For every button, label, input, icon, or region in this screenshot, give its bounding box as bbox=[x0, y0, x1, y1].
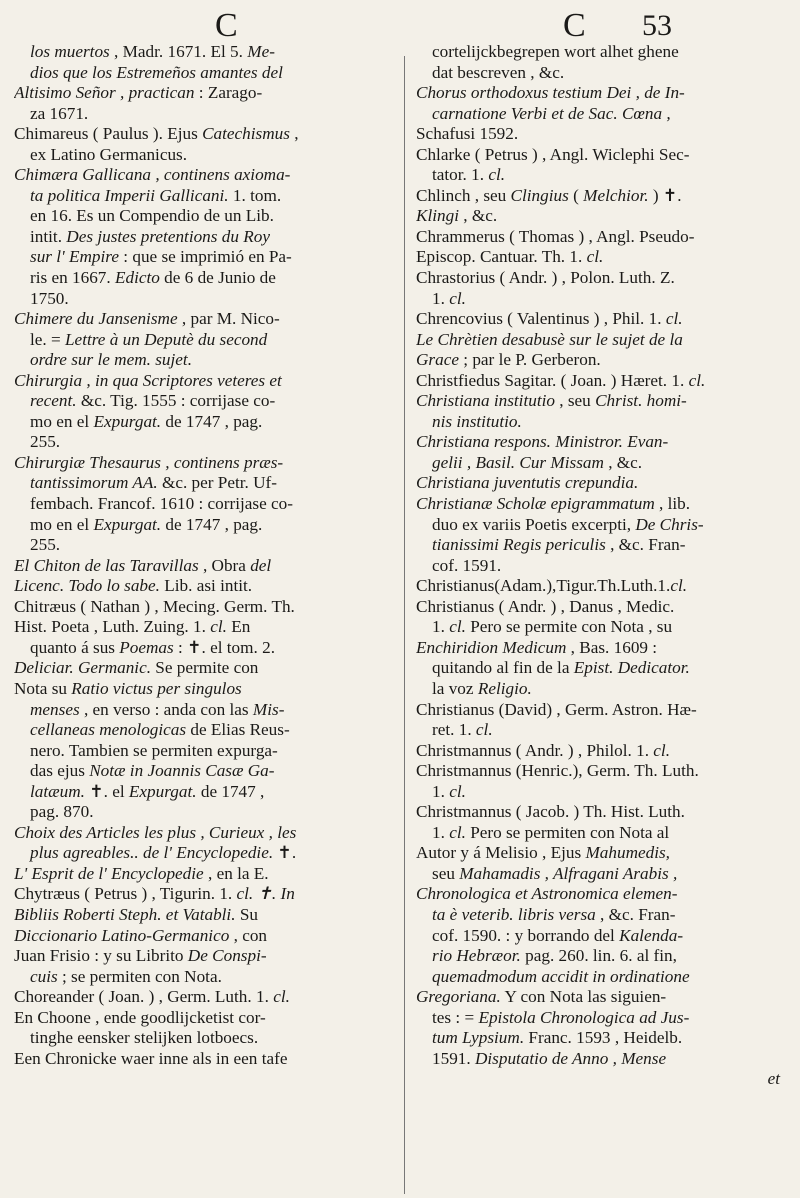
column-divider bbox=[404, 56, 405, 1194]
italic-run: Christiana juventutis crepundia. bbox=[416, 473, 639, 493]
text-run: , en verso : anda con las bbox=[79, 699, 253, 719]
text-line bbox=[416, 720, 784, 741]
text-line bbox=[416, 679, 784, 700]
text-run: , &c. Fran- bbox=[605, 535, 686, 555]
text-line bbox=[14, 391, 382, 412]
italic-run: cl. bbox=[210, 617, 227, 637]
italic-run: Chirurgiæ Thesaurus , continens præs- bbox=[14, 452, 284, 472]
text-run: nero. Tambien se permiten expurga- bbox=[30, 740, 278, 760]
text-line bbox=[14, 104, 382, 125]
text-run: en 16. Es un Compendio de un Lib. bbox=[30, 206, 274, 226]
text-line bbox=[14, 967, 382, 988]
text-run: Schafusi 1592. bbox=[416, 124, 519, 144]
text-run: pag. 260. lin. 6. al fin, bbox=[520, 946, 677, 966]
text-run: cof. 1590. : y borrando del bbox=[432, 925, 620, 945]
text-run: , &c. Fran- bbox=[595, 904, 676, 924]
text-line bbox=[14, 597, 382, 618]
italic-run: cl. bbox=[670, 576, 688, 596]
text-run: ; par le P. Gerberon. bbox=[458, 350, 601, 370]
text-run: Chrastorius ( Andr. ) , Polon. Luth. Z. bbox=[416, 268, 675, 288]
italic-run: De Chris- bbox=[635, 514, 704, 534]
italic-run: tantissimorum AA. bbox=[30, 473, 158, 493]
italic-run: sur l' Empire bbox=[30, 247, 119, 267]
text-line bbox=[14, 700, 382, 721]
text-run: Juan Frisio : y su Librito bbox=[14, 946, 188, 966]
text-run: mo en el bbox=[30, 514, 94, 534]
italic-run: cl. bbox=[449, 617, 466, 637]
text-run: Een Chronicke waer inne als in een tafe bbox=[14, 1048, 288, 1068]
text-run: Chrencovius ( Valentinus ) , Phil. 1. bbox=[416, 309, 666, 329]
text-run: das ejus bbox=[30, 761, 90, 781]
text-line bbox=[14, 124, 382, 145]
text-line bbox=[14, 247, 382, 268]
italic-run: quemadmodum accidit in ordinatione bbox=[432, 966, 690, 986]
italic-run: De Conspi- bbox=[187, 946, 267, 966]
italic-run: Chorus orthodoxus testium Dei , de In- bbox=[416, 83, 685, 103]
text-run: tinghe eensker stelijken lotboecs. bbox=[30, 1028, 259, 1048]
italic-run: rio Hebræor. bbox=[432, 946, 521, 966]
text-line bbox=[416, 576, 784, 597]
italic-run: Ratio victus per singulos bbox=[71, 678, 242, 698]
text-run: Chytræus ( Petrus ) , Tigurin. 1. bbox=[14, 884, 237, 904]
italic-run: recent. bbox=[30, 391, 77, 411]
text-run: , seu bbox=[554, 391, 596, 411]
text-run: , lib. bbox=[654, 494, 691, 514]
text-run: 1591. bbox=[432, 1048, 475, 1068]
text-line bbox=[14, 741, 382, 762]
text-line bbox=[14, 782, 382, 803]
text-line bbox=[14, 432, 382, 453]
text-line bbox=[416, 597, 784, 618]
text-run: intit. bbox=[30, 226, 67, 246]
italic-run: Kalenda- bbox=[619, 925, 684, 945]
text-run: ret. 1. bbox=[432, 720, 476, 740]
italic-run: Gregoriana. bbox=[416, 987, 501, 1007]
text-run: 1. bbox=[432, 781, 450, 801]
text-line bbox=[14, 761, 382, 782]
italic-run: del bbox=[250, 555, 272, 575]
italic-run: cl. bbox=[665, 309, 683, 329]
text-run: Christianus(Adam.),Tigur.Th.Luth.1. bbox=[416, 576, 671, 596]
text-line bbox=[416, 761, 784, 782]
text-run: de 1747 , pag. bbox=[161, 411, 263, 431]
italic-run: Mis- bbox=[252, 699, 285, 719]
text-line bbox=[416, 658, 784, 679]
text-line bbox=[416, 700, 784, 721]
text-line bbox=[416, 864, 784, 885]
text-line bbox=[416, 206, 784, 227]
italic-run: El Chiton de las Taravillas bbox=[14, 555, 199, 575]
text-line bbox=[416, 782, 784, 803]
italic-run: Le Chrètien desabusè sur le sujet de la bbox=[416, 329, 683, 349]
text-line bbox=[14, 658, 382, 679]
italic-run: Chimæra Gallicana , continens axioma- bbox=[14, 165, 291, 185]
italic-run: menses bbox=[30, 699, 80, 719]
text-line bbox=[14, 720, 382, 741]
text-run: ✝. bbox=[273, 843, 297, 863]
text-run: En Choone , ende goodlijcketist cor- bbox=[14, 1007, 266, 1027]
italic-run: Christianæ Scholæ epigrammatum bbox=[416, 494, 655, 514]
italic-run: cl. ✝. In bbox=[236, 884, 295, 904]
text-line bbox=[14, 535, 382, 556]
text-line bbox=[416, 884, 784, 905]
text-line bbox=[416, 494, 784, 515]
italic-run: Melchior. bbox=[583, 185, 649, 205]
text-line bbox=[14, 1049, 382, 1070]
italic-run: Religio. bbox=[477, 678, 532, 698]
text-run: ; se permiten con Nota. bbox=[57, 966, 222, 986]
italic-run: Chimere du Jansenisme bbox=[14, 309, 178, 329]
right-column-header-letter: C bbox=[563, 7, 586, 44]
text-run: 255. bbox=[30, 432, 61, 452]
text-run: En bbox=[226, 617, 251, 637]
italic-run: carnatione Verbi et de Sac. Cœna , bbox=[432, 103, 671, 123]
text-run: ris en 1667. bbox=[30, 268, 115, 288]
text-run: quanto á sus bbox=[30, 637, 120, 657]
italic-run: Des justes pretentions du Roy bbox=[66, 226, 270, 246]
italic-run: Clingius bbox=[510, 185, 569, 205]
text-run: &c. per Petr. Uf- bbox=[157, 473, 277, 493]
text-run: 255. bbox=[30, 535, 61, 555]
text-run: 1. tom. bbox=[228, 185, 282, 205]
text-run: , Madr. 1671. El 5. bbox=[109, 42, 248, 61]
text-line bbox=[14, 42, 382, 63]
text-line bbox=[416, 638, 784, 659]
text-run: Pero se permiten con Nota al bbox=[465, 822, 670, 842]
text-line bbox=[14, 926, 382, 947]
italic-run: cl. bbox=[653, 740, 670, 760]
text-line bbox=[14, 83, 382, 104]
left-column bbox=[14, 42, 382, 1069]
italic-run: cellaneas menologicas bbox=[30, 720, 187, 740]
text-line bbox=[416, 145, 784, 166]
text-run: la voz bbox=[432, 678, 478, 698]
text-line bbox=[14, 987, 382, 1008]
text-run: ( bbox=[568, 185, 584, 205]
text-line bbox=[14, 1028, 382, 1049]
text-run: Chimareus ( Paulus ). Ejus bbox=[14, 124, 203, 144]
text-line bbox=[416, 63, 784, 84]
text-line bbox=[416, 987, 784, 1008]
italic-run: Choix des Articles les plus , Curieux , les bbox=[14, 822, 297, 842]
italic-run: Epist. Dedicator. bbox=[573, 658, 690, 678]
text-line bbox=[416, 1008, 784, 1029]
text-line bbox=[416, 926, 784, 947]
text-run: , bbox=[289, 124, 299, 144]
italic-run: Expurgat. bbox=[128, 781, 197, 801]
text-line bbox=[14, 946, 382, 967]
text-line bbox=[416, 617, 784, 638]
text-run: Hist. Poeta , Luth. Zuing. 1. bbox=[14, 617, 211, 637]
text-line bbox=[14, 864, 382, 885]
italic-run: Notæ in Joannis Casæ Ga- bbox=[89, 761, 275, 781]
text-line bbox=[416, 391, 784, 412]
italic-run: ta politica Imperii Gallicani. bbox=[30, 185, 229, 205]
italic-run: Mahumedis, bbox=[585, 843, 670, 863]
text-run: : que se imprimió en Pa- bbox=[118, 247, 292, 267]
text-run: fembach. Francof. 1610 : corrijase co- bbox=[30, 494, 293, 514]
text-run: Chrammerus ( Thomas ) , Angl. Pseudo- bbox=[416, 226, 695, 246]
text-line bbox=[416, 371, 784, 392]
text-run: quitando al fin de la bbox=[432, 658, 574, 678]
text-run: Episcop. Cantuar. Th. 1. bbox=[416, 247, 587, 267]
text-line bbox=[14, 206, 382, 227]
text-line bbox=[416, 515, 784, 536]
page-number: 53 bbox=[642, 9, 672, 42]
text-line bbox=[14, 186, 382, 207]
italic-run: Mahamadis , Alfragani Arabis , bbox=[459, 863, 678, 883]
text-line bbox=[14, 453, 382, 474]
text-line bbox=[14, 884, 382, 905]
italic-run: Chirurgia , in qua Scriptores veteres et bbox=[14, 370, 282, 390]
text-run: Chlinch , seu bbox=[416, 185, 511, 205]
italic-run: tum Lypsium. bbox=[432, 1028, 525, 1048]
text-run: cortelijckbegrepen wort alhet ghene bbox=[432, 42, 679, 61]
text-line bbox=[416, 124, 784, 145]
text-line bbox=[416, 535, 784, 556]
text-line bbox=[14, 617, 382, 638]
text-run: , en la E. bbox=[203, 863, 269, 883]
text-run: , &c. bbox=[603, 452, 643, 472]
italic-run: Bibliis Roberti Steph. et Vatabli. bbox=[14, 904, 236, 924]
text-line bbox=[14, 268, 382, 289]
text-run: 1750. bbox=[30, 288, 69, 308]
text-line bbox=[416, 843, 784, 864]
italic-run: Altisimo Señor , practican bbox=[14, 83, 195, 103]
text-line bbox=[416, 1069, 784, 1090]
text-line bbox=[416, 186, 784, 207]
text-line bbox=[416, 453, 784, 474]
text-line bbox=[416, 350, 784, 371]
text-line bbox=[416, 330, 784, 351]
text-run: tes : = bbox=[432, 1007, 479, 1027]
text-run: , Obra bbox=[198, 555, 251, 575]
text-run: : ✝. el tom. 2. bbox=[173, 637, 275, 657]
italic-run: Christiana institutio bbox=[416, 391, 555, 411]
text-line bbox=[14, 63, 382, 84]
text-line bbox=[416, 946, 784, 967]
italic-run: Klingi bbox=[416, 206, 459, 226]
italic-run: cl. bbox=[488, 165, 506, 185]
text-line bbox=[14, 309, 382, 330]
text-line bbox=[14, 556, 382, 577]
text-line bbox=[416, 823, 784, 844]
italic-run: Epistola Chronologica ad Jus- bbox=[478, 1007, 690, 1027]
text-line bbox=[14, 515, 382, 536]
text-run: Chlarke ( Petrus ) , Angl. Wiclephi Sec- bbox=[416, 144, 690, 164]
text-run: pag. 870. bbox=[30, 802, 94, 822]
italic-run: L' Esprit de l' Encyclopedie bbox=[14, 863, 204, 883]
italic-run: Catechismus bbox=[202, 124, 290, 144]
text-run: , con bbox=[229, 925, 268, 945]
italic-run: et bbox=[767, 1069, 780, 1089]
text-run: : Zarago- bbox=[194, 83, 263, 103]
text-line bbox=[14, 412, 382, 433]
text-line bbox=[14, 289, 382, 310]
text-line bbox=[14, 330, 382, 351]
text-line bbox=[14, 679, 382, 700]
italic-run: tianissimi Regis periculis bbox=[432, 535, 606, 555]
italic-run: Grace bbox=[416, 350, 459, 370]
text-run: cof. 1591. bbox=[432, 555, 502, 575]
text-run: ) ✝. bbox=[648, 185, 682, 205]
text-line bbox=[14, 145, 382, 166]
right-column bbox=[416, 42, 784, 1090]
text-line bbox=[14, 843, 382, 864]
italic-run: Poemas bbox=[119, 637, 174, 657]
text-line bbox=[416, 165, 784, 186]
text-run: Pero se permite con Nota , su bbox=[465, 617, 673, 637]
text-run: de 1747 , bbox=[196, 781, 265, 801]
text-run: le. = bbox=[30, 329, 65, 349]
text-run: dat bescreven , &c. bbox=[432, 62, 565, 82]
text-line bbox=[416, 905, 784, 926]
italic-run: Lettre à un Deputè du second bbox=[65, 329, 268, 349]
text-run: Christfiedus Sagitar. ( Joan. ) Hæret. 1. bbox=[416, 370, 689, 390]
text-line bbox=[416, 42, 784, 63]
italic-run: cuis bbox=[30, 966, 58, 986]
italic-run: cl. bbox=[449, 288, 466, 308]
text-line bbox=[14, 350, 382, 371]
text-line bbox=[416, 432, 784, 453]
text-line bbox=[416, 309, 784, 330]
text-run: Se permite con bbox=[151, 658, 259, 678]
text-line bbox=[416, 289, 784, 310]
text-run: tator. 1. bbox=[432, 165, 489, 185]
italic-run: Edicto bbox=[114, 268, 160, 288]
text-line bbox=[14, 227, 382, 248]
text-run: Autor y á Melisio , Ejus bbox=[416, 843, 586, 863]
text-run: ✝. el bbox=[84, 781, 129, 801]
text-run: Christmannus (Henric.), Germ. Th. Luth. bbox=[416, 761, 699, 781]
text-line bbox=[416, 412, 784, 433]
text-line bbox=[14, 905, 382, 926]
text-line bbox=[416, 104, 784, 125]
text-line bbox=[14, 371, 382, 392]
text-run: 1. bbox=[432, 822, 450, 842]
italic-run: Disputatio de Anno , Mense bbox=[474, 1048, 667, 1068]
italic-run: cl. bbox=[688, 370, 706, 390]
italic-run: latæum. bbox=[30, 781, 85, 801]
italic-run: cl. bbox=[449, 781, 466, 801]
text-run: , par M. Nico- bbox=[177, 309, 280, 329]
text-run: Su bbox=[235, 904, 258, 924]
text-run: Nota su bbox=[14, 678, 72, 698]
text-line bbox=[14, 638, 382, 659]
text-line bbox=[416, 83, 784, 104]
italic-run: gelii , Basil. Cur Missam bbox=[432, 452, 604, 472]
text-line bbox=[14, 165, 382, 186]
italic-run: Chronologica et Astronomica elemen- bbox=[416, 884, 678, 904]
text-run: za 1671. bbox=[30, 103, 89, 123]
italic-run: plus agreables.. de l' Encyclopedie. bbox=[30, 843, 274, 863]
text-run: 1. bbox=[432, 617, 450, 637]
text-line bbox=[14, 802, 382, 823]
text-run: , Bas. 1609 : bbox=[566, 637, 658, 657]
text-run: Christmannus ( Jacob. ) Th. Hist. Luth. bbox=[416, 802, 685, 822]
italic-run: Me- bbox=[247, 42, 275, 61]
text-run: Chitræus ( Nathan ) , Mecing. Germ. Th. bbox=[14, 596, 295, 616]
italic-run: ta è veterib. libris versa bbox=[432, 904, 596, 924]
italic-run: dios que los Estremeños amantes del bbox=[30, 62, 283, 82]
text-run: Christianus ( Andr. ) , Danus , Medic. bbox=[416, 596, 675, 616]
text-run: de 1747 , pag. bbox=[161, 514, 263, 534]
left-column-header-letter: C bbox=[215, 7, 238, 44]
italic-run: Expurgat. bbox=[93, 514, 162, 534]
italic-run: Christiana respons. Ministror. Evan- bbox=[416, 432, 669, 452]
italic-run: Diccionario Latino-Germanico bbox=[14, 925, 230, 945]
italic-run: Christ. homi- bbox=[595, 391, 687, 411]
italic-run: Deliciar. Germanic. bbox=[14, 658, 151, 678]
text-run: Christianus (David) , Germ. Astron. Hæ- bbox=[416, 699, 697, 719]
italic-run: cl. bbox=[449, 822, 466, 842]
italic-run: cl. bbox=[586, 247, 604, 267]
text-line bbox=[416, 247, 784, 268]
text-line bbox=[416, 473, 784, 494]
text-run: de 6 de Junio de bbox=[159, 268, 276, 288]
text-run: mo en el bbox=[30, 411, 94, 431]
italic-run: Enchiridion Medicum bbox=[416, 637, 567, 657]
text-run: 1. bbox=[432, 288, 450, 308]
text-run: Lib. asi intit. bbox=[159, 576, 253, 596]
italic-run: cl. bbox=[273, 987, 290, 1007]
italic-run: los muertos bbox=[30, 42, 110, 61]
text-line bbox=[14, 494, 382, 515]
text-line bbox=[416, 1049, 784, 1070]
italic-run: Expurgat. bbox=[93, 411, 162, 431]
text-run: duo ex variis Poetis excerpti, bbox=[432, 514, 636, 534]
text-line bbox=[14, 1008, 382, 1029]
text-line bbox=[416, 802, 784, 823]
text-run: Franc. 1593 , Heidelb. bbox=[524, 1028, 683, 1048]
text-line bbox=[416, 268, 784, 289]
italic-run: ordre sur le mem. sujet. bbox=[30, 350, 192, 370]
italic-run: Licenc. Todo lo sabe. bbox=[14, 576, 160, 596]
text-run: seu bbox=[432, 863, 460, 883]
text-run: Christmannus ( Andr. ) , Philol. 1. bbox=[416, 740, 654, 760]
text-run: &c. Tig. 1555 : corrijase co- bbox=[76, 391, 276, 411]
text-run: Y con Nota las siguien- bbox=[500, 987, 667, 1007]
text-line bbox=[416, 1028, 784, 1049]
text-run: ex Latino Germanicus. bbox=[30, 144, 188, 164]
text-line bbox=[14, 823, 382, 844]
text-line bbox=[416, 967, 784, 988]
text-line bbox=[14, 576, 382, 597]
text-run: Choreander ( Joan. ) , Germ. Luth. 1. bbox=[14, 987, 274, 1007]
text-run: , &c. bbox=[458, 206, 498, 226]
italic-run: nis institutio. bbox=[432, 411, 522, 431]
italic-run: cl. bbox=[475, 720, 493, 740]
text-line bbox=[416, 741, 784, 762]
text-line bbox=[416, 227, 784, 248]
text-run: de Elias Reus- bbox=[186, 720, 290, 740]
text-line bbox=[416, 556, 784, 577]
text-line bbox=[14, 473, 382, 494]
